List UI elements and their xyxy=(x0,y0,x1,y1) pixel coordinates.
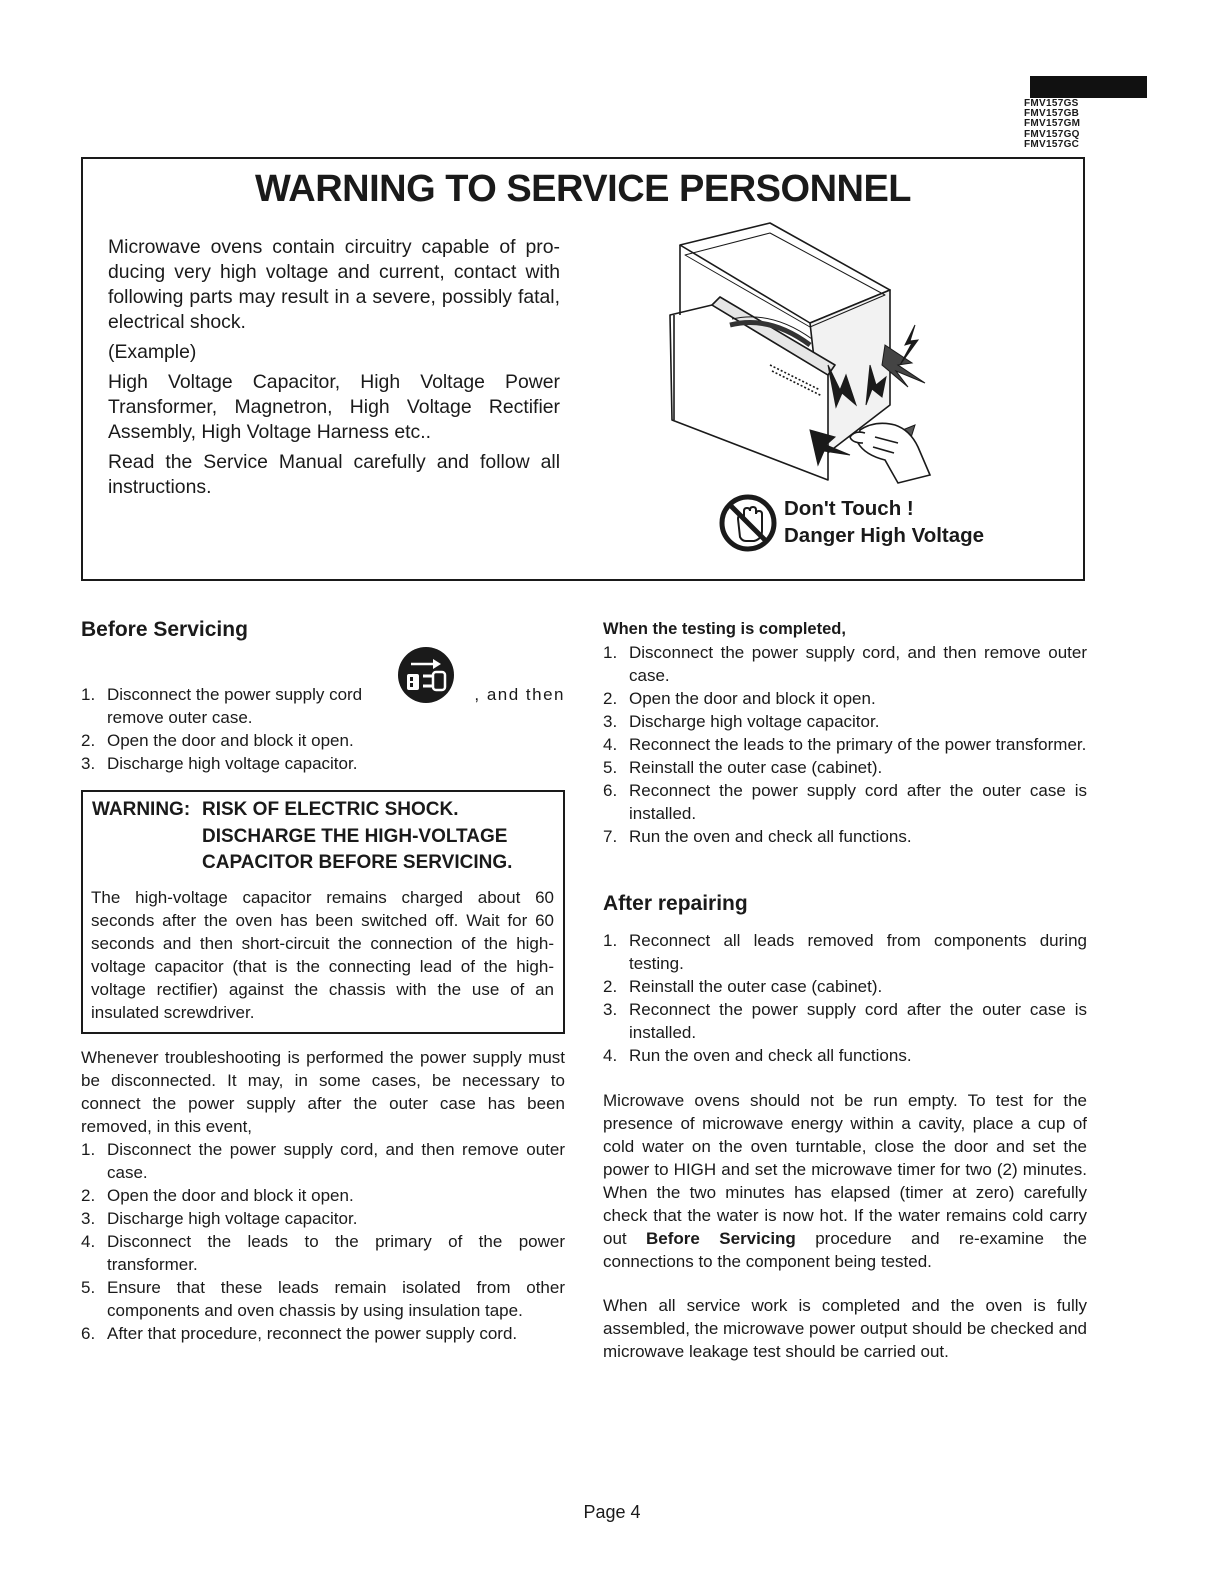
list-item: 4. Reconnect the leads to the primary of the power transformer. xyxy=(603,735,1087,754)
list-item: 3. Discharge high voltage capacitor. xyxy=(81,1209,358,1228)
page-number: Page 4 xyxy=(583,1502,641,1522)
model-number: FMV157GC xyxy=(1024,138,1080,150)
dont-touch-text: Don't Touch ! xyxy=(784,497,914,520)
warning-label: WARNING: xyxy=(92,799,191,820)
microwave-test-paragraph: Microwave ovens should not be run empty. To test for the presence of microwave energy within a cavity, place a cup of cold water on the oven turntable, close the door and set the power to HIGH and set the microwave timer for two (2) minutes. When the two minutes has elapsed (timer at zero) carefully check that the water is now hot. If the water remains cold carry out Before Servicing procedure and re-examine the connections to the component being tested. xyxy=(603,1091,1087,1271)
list-item: 5. Ensure that these leads remain isolated from other components and oven chassis by using insulation tape. xyxy=(81,1278,565,1320)
testing-completed-heading: When the testing is completed, xyxy=(603,620,846,638)
list-item: 2. Open the door and block it open. xyxy=(603,689,876,708)
list-item: 5. Reinstall the outer case (cabinet). xyxy=(603,758,883,777)
before-servicing-reference: Before Servicing xyxy=(646,1229,796,1248)
list-item: 6. After that procedure, reconnect the power supply cord. xyxy=(81,1324,518,1343)
after-repairing-list xyxy=(603,929,1087,1067)
list-item: 1. Disconnect the power supply cord, and then remove outer case. xyxy=(81,1140,565,1182)
warning-paragraph: High Voltage Capacitor, High Voltage Power Transformer, Magnetron, High Voltage Rectifier Assembly, High Voltage Harness etc.. xyxy=(108,371,560,443)
warning-title: WARNING TO SERVICE PERSONNEL xyxy=(254,168,912,210)
warning-paragraph: Read the Service Manual carefully and follow all instructions. xyxy=(108,451,560,498)
list-item: 1. Reconnect all leads removed from components during testing. xyxy=(603,931,1087,973)
testing-completed-section xyxy=(603,618,1087,848)
model-number: FMV157GB xyxy=(1024,108,1080,120)
before-servicing-heading: Before Servicing xyxy=(81,618,248,641)
before-servicing-list xyxy=(81,729,565,775)
list-item: 4. Run the oven and check all functions. xyxy=(603,1046,912,1065)
no-touch-hand-icon xyxy=(718,493,778,553)
list-item: 1. Disconnect the power supply cord, and then remove outer case. xyxy=(603,643,1087,685)
troubleshooting-section xyxy=(81,1046,565,1345)
list-item: 3. Reconnect the power supply cord after the outer case is installed. xyxy=(603,1000,1087,1042)
after-repairing-heading: After repairing xyxy=(603,892,748,915)
list-item: 2. Reinstall the outer case (cabinet). xyxy=(603,977,883,996)
troubleshooting-list xyxy=(81,1138,565,1345)
list-item: 4. Disconnect the leads to the primary of the power transformer. xyxy=(81,1232,565,1274)
model-number: FMV157GS xyxy=(1024,98,1079,109)
warning-paragraph: (Example) xyxy=(108,341,197,363)
list-item: 1. Disconnect the power supply cord , and then remove outer case. xyxy=(81,685,565,727)
model-list xyxy=(1024,99,1080,150)
after-repairing-section xyxy=(603,929,1087,1067)
shock-warning-heading xyxy=(92,797,552,877)
list-item: 3. Discharge high voltage capacitor. xyxy=(81,754,358,773)
danger-high-voltage-text: Danger High Voltage xyxy=(784,524,985,547)
list-item: 2. Open the door and block it open. xyxy=(81,731,354,750)
model-number: FMV157GQ xyxy=(1024,128,1080,140)
list-item: 3. Discharge high voltage capacitor. xyxy=(603,712,880,731)
danger-label xyxy=(784,495,984,549)
troubleshooting-intro: Whenever troubleshooting is performed the power supply must be disconnected. It may, in some cases, be necessary to connect the power supply after the outer case has been removed, in this event, xyxy=(81,1048,565,1136)
testing-completed-list xyxy=(603,641,1087,848)
model-number: FMV157GM xyxy=(1024,118,1081,130)
warning-paragraph: Microwave ovens contain circuitry capable of pro-ducing very high voltage and current, contact with following parts may result in a severe, possibly fatal, electrical shock. xyxy=(108,236,560,333)
shock-line-2: DISCHARGE THE HIGH-VOLTAGE CAPACITOR BEFORE SERVICING. xyxy=(202,825,513,873)
final-note-paragraph: When all service work is completed and the oven is fully assembled, the microwave power output should be checked and microwave leakage test should be carried out. xyxy=(603,1296,1087,1361)
list-item: 2. Open the door and block it open. xyxy=(81,1186,354,1205)
shock-line-1: RISK OF ELECTRIC SHOCK. xyxy=(202,799,459,820)
oven-shock-illustration xyxy=(660,215,950,485)
warning-text xyxy=(108,235,560,505)
shock-warning-body: The high-voltage capacitor remains charged about 60 seconds after the oven has been switched off. Wait for 60 seconds and then short-circuit the connection of the high-voltage capacitor (that is the connecting lead of the high-voltage rectifier) against the chassis with the use of an insulated screwdriver. xyxy=(91,888,554,1022)
list-item: 7. Run the oven and check all functions. xyxy=(603,827,912,846)
list-item: 6. Reconnect the power supply cord after the outer case is installed. xyxy=(603,781,1087,823)
before-servicing-steps xyxy=(81,683,565,775)
model-tag-bar xyxy=(1030,76,1147,98)
